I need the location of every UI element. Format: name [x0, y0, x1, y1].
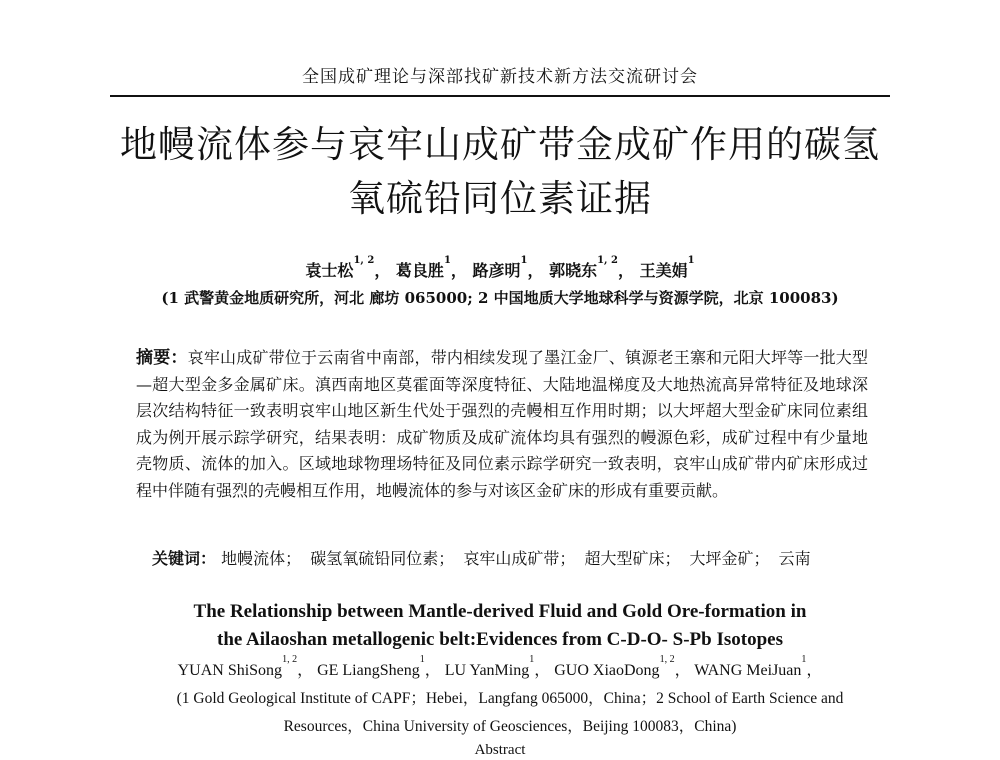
abstract-zh — [136, 345, 868, 504]
author-zh: 葛良胜$^1$， — [395, 255, 467, 280]
author-en: YUAN ShiSong$^{1, 2}$， — [177, 654, 314, 679]
title-en-line-1: The Relationship between Mantle-derived Fluid and Gold Ore-formation in — [193, 601, 807, 622]
author-en: GE LiangSheng$^1$， — [317, 654, 441, 679]
title-zh-line-1: 地幔流体参与哀牢山成矿带金成矿作用的碳氢 — [120, 123, 880, 166]
keyword-zh: 大坪金矿； — [689, 549, 770, 568]
author-zh: 郭晓东$^{1, 2}$， — [549, 255, 634, 280]
header-rule — [110, 95, 890, 97]
authors-en — [80, 654, 920, 680]
affiliation-en-line-2: Resources，China University of Geosciences，Beijing 100083，China) — [283, 718, 737, 735]
title-en-line-2: the Ailaoshan metallogenic belt:Evidences from C-D-O- S-Pb Isotopes — [217, 629, 783, 650]
keywords-zh-list — [221, 549, 815, 568]
abstract-zh-label: 摘要： — [136, 348, 188, 368]
keyword-zh: 地幔流体； — [221, 549, 302, 568]
author-zh: 袁士松$^{1, 2}$， — [305, 255, 391, 280]
author-en: LU YanMing$^1$， — [444, 654, 551, 679]
author-en: WANG MeiJuan$^1$， — [694, 654, 823, 679]
title-zh — [60, 118, 940, 226]
abstract-heading-en: Abstract — [474, 742, 526, 758]
affiliation-en-line-1: (1 Gold Geological Institute of CAPF；Hebei，Langfang 065000，China；2 School of Earth Science and — [176, 690, 844, 707]
keywords-zh-label: 关键词： — [152, 549, 217, 568]
keyword-zh: 超大型矿床； — [584, 549, 681, 568]
keyword-zh: 哀牢山成矿带； — [463, 549, 576, 568]
running-head: 全国成矿理论与深部找矿新技术新方法交流研讨会 — [302, 67, 698, 87]
keyword-zh: 云南 — [778, 549, 811, 568]
title-zh-line-2: 氧硫铅同位素证据 — [348, 177, 652, 220]
author-zh: 路彦明$^1$， — [472, 255, 544, 280]
affiliation-en — [100, 685, 920, 741]
abstract-zh-text: 哀牢山成矿带位于云南省中南部，带内相续发现了墨江金厂、镇源老王寨和元阳大坪等一批大型—超大型金多金属矿床。滇西南地区莫霍面等深度特征、大陆地温梯度及大地热流高异常特征及地球深层次结构特征一致表明哀牢山地区新生代处于强烈的壳幔相互作用时期；以大坪超大型金矿床同位素组成为例开展示踪学研究，结果表明：成矿物质及成矿流体均具有强烈的幔源色彩，成矿过程中有少量地壳物质、流体的加入。区域地球物理场特征及同位素示踪学研究一致表明，哀牢山成矿带内矿床形成过程中伴随有强烈的壳幔相互作用，地幔流体的参与对该区金矿床的形成有重要贡献。 — [136, 348, 868, 500]
title-en — [80, 598, 920, 654]
author-en: GUO XiaoDong$^{1, 2}$， — [554, 654, 691, 679]
keywords-zh — [152, 546, 872, 569]
affiliation-zh: (1 武警黄金地质研究所，河北 廊坊 065000; 2 中国地质大学地球科学与资源学院，北京 100083) — [161, 289, 839, 307]
authors-zh — [60, 255, 940, 281]
author-zh: 王美娟$^1$ — [639, 255, 695, 280]
keyword-zh: 碳氢氧硫铅同位素； — [310, 549, 455, 568]
